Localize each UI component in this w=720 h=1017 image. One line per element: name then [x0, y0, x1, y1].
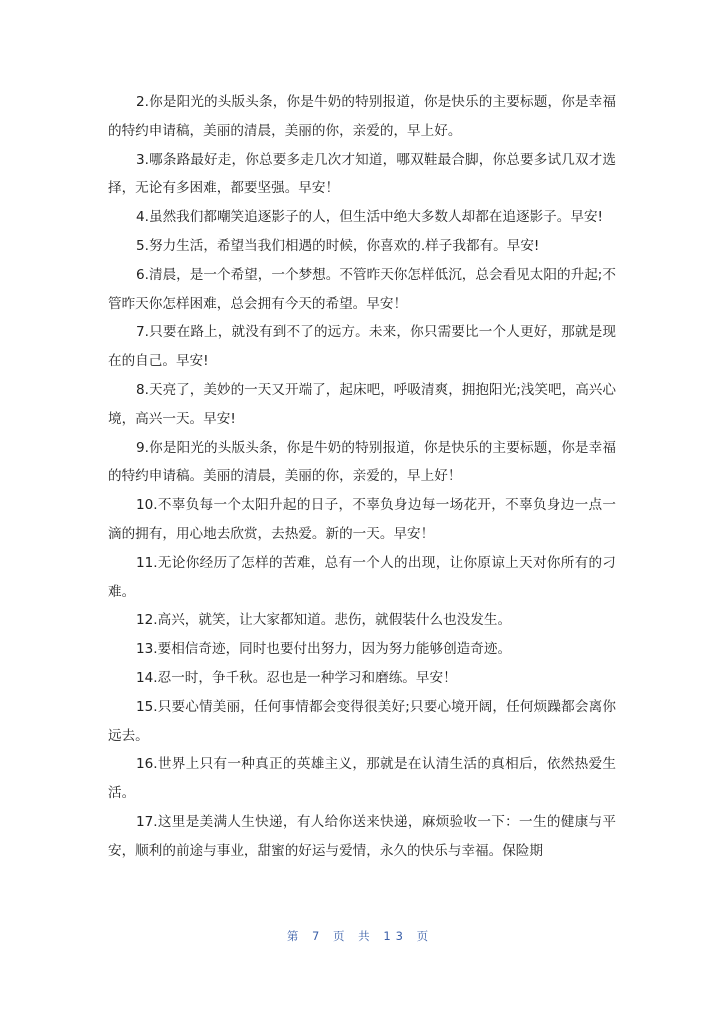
paragraph: 2.你是阳光的头版头条，你是牛奶的特别报道，你是快乐的主要标题，你是幸福的特约申请稿，美丽的清晨，美丽的你，亲爱的，早上好。: [108, 94, 616, 139]
paragraph: 17.这里是美满人生快递，有人给你送来快递，麻烦验收一下：一生的健康与平安，顺利的前途与事业，甜蜜的好运与爱情，永久的快乐与幸福。保险期: [108, 813, 616, 859]
paragraph: 7.只要在路上，就没有到不了的远方。未来，你只需要比一个人更好，那就是现在的自己。早安!: [108, 324, 616, 370]
paragraph: 14.忍一时，争千秋。忍也是一种学习和磨练。早安！: [136, 669, 457, 686]
paragraph: 3.哪条路最好走，你总要多走几次才知道，哪双鞋最合脚，你总要多试几双才选择，无论有多困难，都要坚强。早安！: [108, 151, 616, 197]
paragraph: 5.努力生活，希望当我们相遇的时候，你喜欢的.样子我都有。早安!: [136, 237, 540, 254]
page-number-footer: 第 7 页 共 13 页: [286, 929, 434, 943]
paragraph: 4.虽然我们都嘲笑追逐影子的人，但生活中绝大多数人却都在追逐影子。早安!: [136, 209, 604, 226]
paragraph: 12.高兴，就笑，让大家都知道。悲伤，就假装什么也没发生。: [136, 612, 512, 629]
paragraph: 10.不辜负每一个太阳升起的日子，不辜负身边每一场花开，不辜负身边一点一滴的拥有，用心地去欣赏，去热爱。新的一天。早安！: [108, 497, 616, 542]
paragraph: 16.世界上只有一种真正的英雄主义，那就是在认清生活的真相后，依然热爱生活。: [108, 756, 616, 802]
paragraph: 9.你是阳光的头版头条，你是牛奶的特别报道，你是快乐的主要标题，你是幸福的特约申请稿。美丽的清晨，美丽的你，亲爱的，早上好！: [108, 439, 616, 485]
paragraph: 8.天亮了，美妙的一天又开端了，起床吧，呼吸清爽，拥抱阳光;浅笑吧，高兴心境，高兴一天。早安!: [108, 381, 616, 427]
paragraph: 11.无论你经历了怎样的苦难，总有一个人的出现，让你原谅上天对你所有的刁难。: [108, 554, 616, 600]
paragraph: 6.清晨，是一个希望，一个梦想。不管昨天你怎样低沉，总会看见太阳的升起;不管昨天你怎样困难，总会拥有今天的希望。早安！: [108, 266, 616, 312]
paragraph: 13.要相信奇迹，同时也要付出努力，因为努力能够创造奇迹。: [136, 641, 512, 658]
paragraph: 15.只要心情美丽，任何事情都会变得很美好;只要心境开阔，任何烦躁都会离你远去。: [108, 698, 616, 744]
document-body: [108, 88, 616, 866]
